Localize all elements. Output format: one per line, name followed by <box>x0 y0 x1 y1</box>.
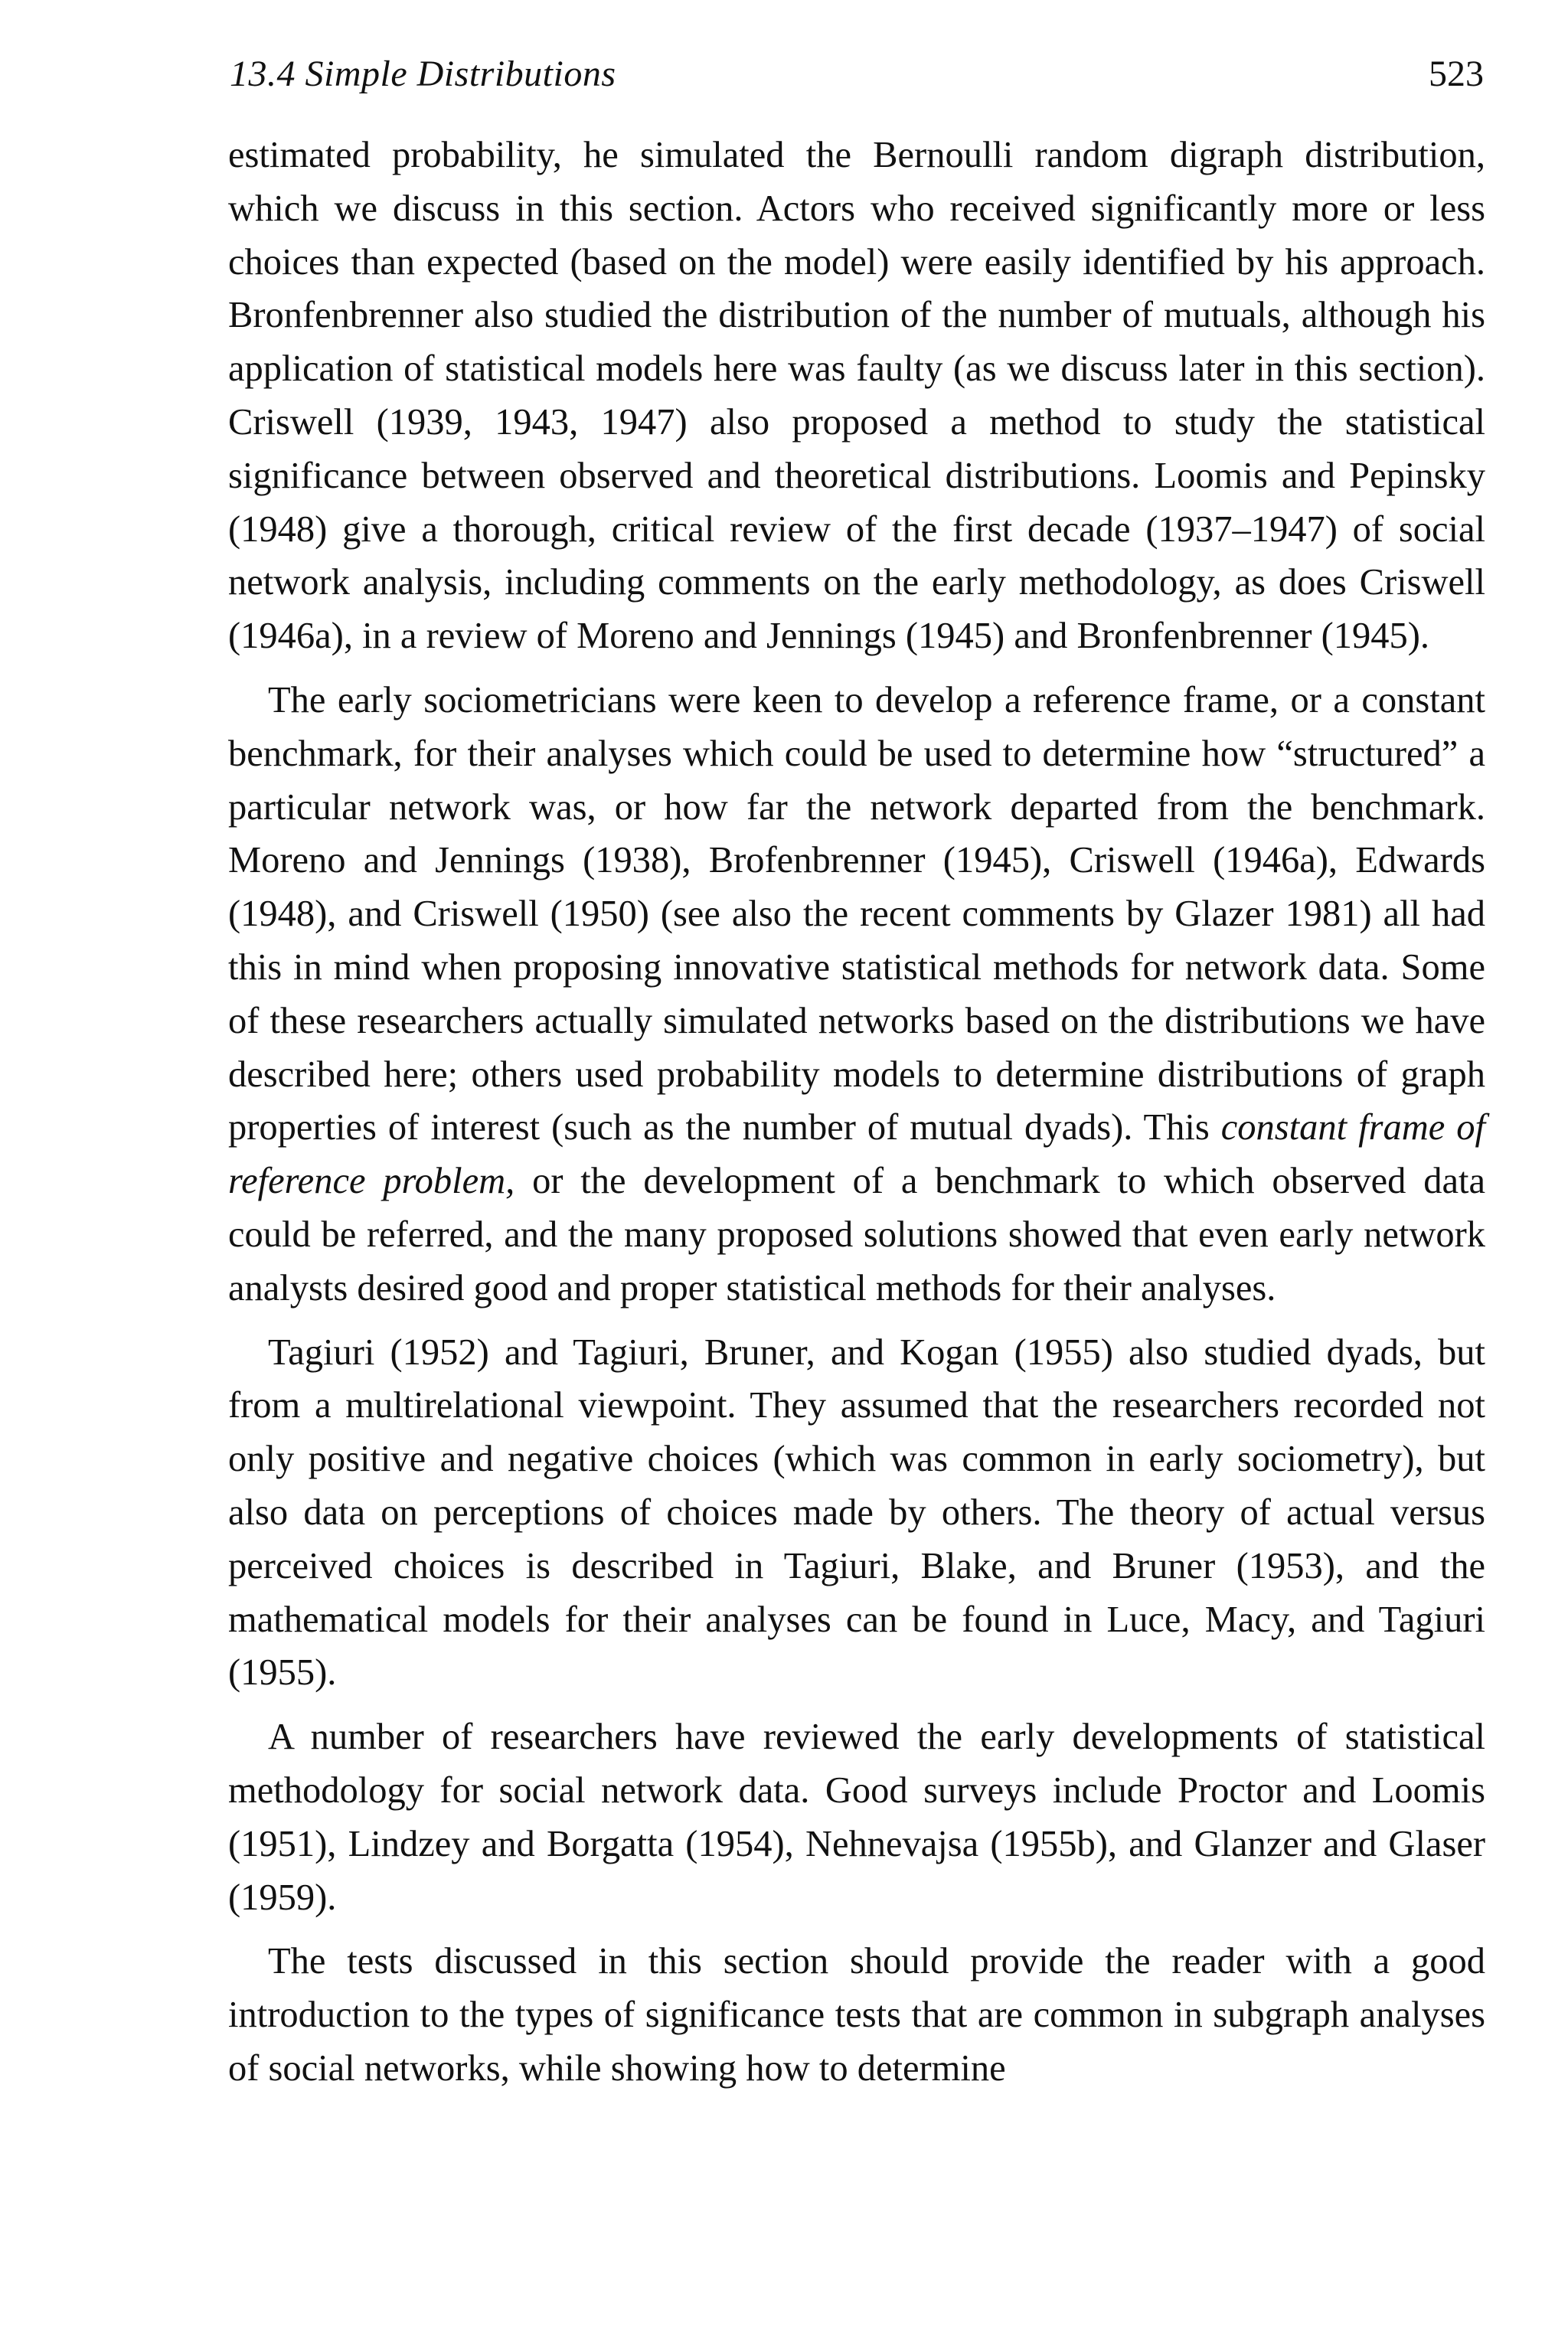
paragraph-benchmark-text-start: The early sociometricians were keen to develop a reference frame, or a constant benchmark, for their analyses which could be used to determine how “structured” a particular network was, or how far the network departed from the benchmark. Moreno and Jennings (1938), Brofenbrenner (1945), Criswell (1946a), Edwards (1948), and Criswell (1950) (see also the recent comments by Glazer 1981) all had this in mind when proposing innovative statistical methods for network data. Some of these researchers actually simulated networks based on the distributions we have described here; others used probability models to determine distributions of graph properties of interest (such as the number of mutual dyads). This <box>228 679 1485 1148</box>
paragraph-tagiuri: Tagiuri (1952) and Tagiuri, Bruner, and Kogan (1955) also studied dyads, but from a multirelational viewpoint. They assumed that the researchers recorded not only positive and negative choices (which was common in early sociometry), but also data on perceptions of choices made by others. The theory of actual versus perceived choices is described in Tagiuri, Blake, and Bruner (1953), and the mathematical models for their analyses can be found in Luce, Macy, and Tagiuri (1955). <box>228 1331 1485 1694</box>
italic-term: constant frame of reference problem, <box>228 1107 1485 1202</box>
body-text <box>228 129 1485 2096</box>
page-number: 523 <box>1429 54 1484 94</box>
paragraph-continuation: estimated probability, he simulated the Bernoulli random digraph distribution, which we discuss in this section. Actors who received significantly more or less choices than expected (based on the model) were easily identified by his approach. Bronfenbrenner also studied the distribution of the number of mutuals, although his application of statistical models here was faulty (as we discuss later in this section). Criswell (1939, 1943, 1947) also proposed a method to study the statistical significance between observed and theoretical distributions. Loomis and Pepinsky (1948) give a thorough, critical review of the first decade (1937–1947) of social network analysis, including comments on the early methodology, as does Criswell (1946a), in a review of Moreno and Jennings (1945) and Bronfenbrenner (1945). <box>228 135 1485 657</box>
paragraph-benchmark <box>228 674 1485 1315</box>
paragraph-benchmark-text-end: or the development of a benchmark to which observed data could be referred, and the many proposed solutions showed that even early network analysts desired good and proper statistical methods for their analyses. <box>228 1161 1485 1308</box>
paragraph-tests: The tests discussed in this section should provide the reader with a good introduction to the types of significance tests that are common in subgraph analyses of social networks, while showing how to determine <box>228 1941 1485 2089</box>
section-title: 13.4 Simple Distributions <box>230 54 616 94</box>
paragraph-surveys: A number of researchers have reviewed the early developments of statistical methodology for social network data. Good surveys include Proctor and Loomis (1951), Lindzey and Borgatta (1954), Nehnevajsa (1955b), and Glanzer and Glaser (1959). <box>228 1717 1485 1918</box>
running-header <box>230 47 1484 101</box>
